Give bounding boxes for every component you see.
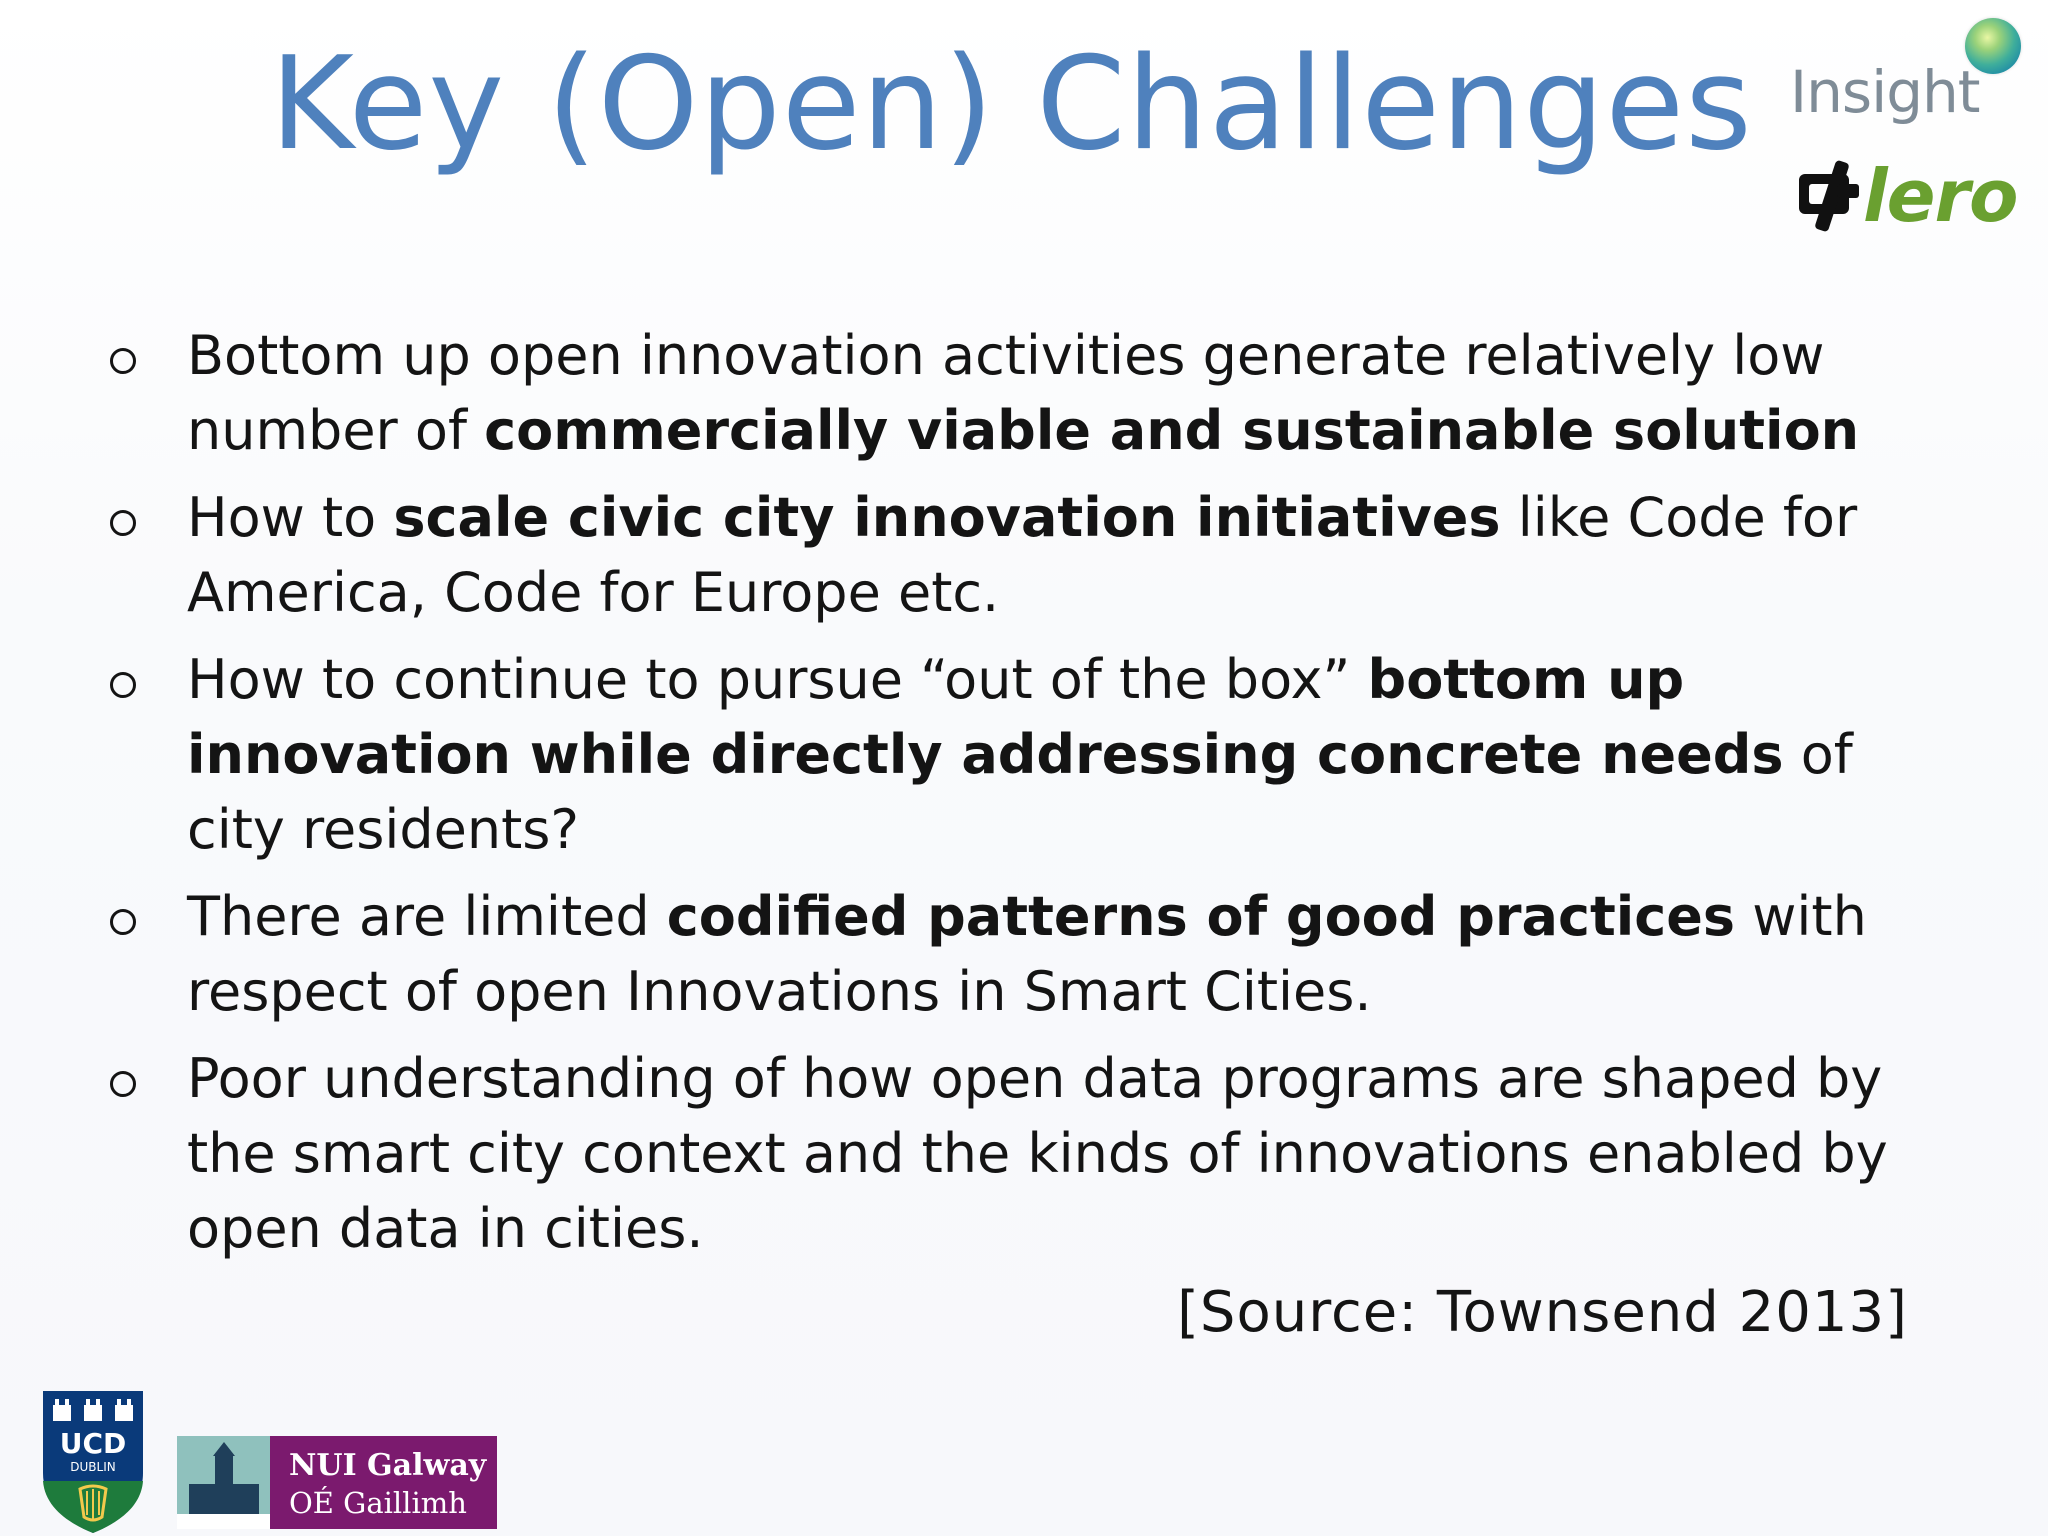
nuig-logo-subtext: OÉ Gaillimh bbox=[289, 1486, 467, 1520]
nuig-logo-text: NUI Galway bbox=[289, 1448, 487, 1483]
lero-mark-icon bbox=[1795, 158, 1865, 238]
slide-title: Key (Open) Challenges bbox=[270, 30, 1753, 179]
insight-orb-icon bbox=[1965, 18, 2021, 74]
nuig-quadrangle-icon bbox=[177, 1436, 270, 1529]
bullet-text: of city residents? bbox=[187, 723, 1853, 861]
bullet-text-bold: scale civic city innovation initiatives bbox=[393, 486, 1501, 549]
bullet-text: Bottom up open innovation activities generate relatively low number of bbox=[187, 324, 1825, 462]
bullet-text-bold: commercially viable and sustainable solution bbox=[484, 399, 1860, 462]
bullet-circle-icon bbox=[110, 510, 136, 536]
bullet-text-bold: bottom up innovation while directly addressing concrete needs bbox=[187, 648, 1784, 786]
list-item bbox=[110, 642, 1950, 867]
bullet-text: How to bbox=[187, 486, 394, 549]
bullet-circle-icon bbox=[110, 909, 136, 935]
source-citation: [Source: Townsend 2013] bbox=[1177, 1280, 1908, 1345]
ucd-crest-icon bbox=[40, 1385, 146, 1535]
ucd-logo-subtext: DUBLIN bbox=[70, 1460, 116, 1474]
bullet-text: Poor understanding of how open data programs are shaped by the smart city context and the kinds of innovations enabled by open data in cities. bbox=[187, 1047, 1888, 1260]
list-item bbox=[110, 480, 1950, 630]
bullet-text-bold: codified patterns of good practices bbox=[666, 885, 1736, 948]
challenge-list bbox=[110, 318, 1950, 1278]
bullet-circle-icon bbox=[110, 348, 136, 374]
list-item bbox=[110, 879, 1950, 1029]
nuig-logo bbox=[177, 1436, 497, 1529]
bullet-circle-icon bbox=[110, 1071, 136, 1097]
bullet-text: How to continue to pursue “out of the box” bbox=[187, 648, 1368, 711]
list-item bbox=[110, 1041, 1950, 1266]
lero-logo bbox=[1795, 154, 2035, 244]
lero-logo-text: lero bbox=[1863, 154, 2018, 238]
bullet-circle-icon bbox=[110, 672, 136, 698]
insight-logo bbox=[1790, 18, 2030, 138]
list-item bbox=[110, 318, 1950, 468]
bullet-text: like Code for America, Code for Europe etc. bbox=[187, 486, 1858, 624]
ucd-logo bbox=[40, 1385, 146, 1535]
ucd-logo-text: UCD bbox=[59, 1427, 127, 1460]
bullet-text: with respect of open Innovations in Smart Cities. bbox=[187, 885, 1867, 1023]
bullet-text: There are limited bbox=[187, 885, 667, 948]
insight-logo-text: Insight bbox=[1790, 58, 1980, 126]
